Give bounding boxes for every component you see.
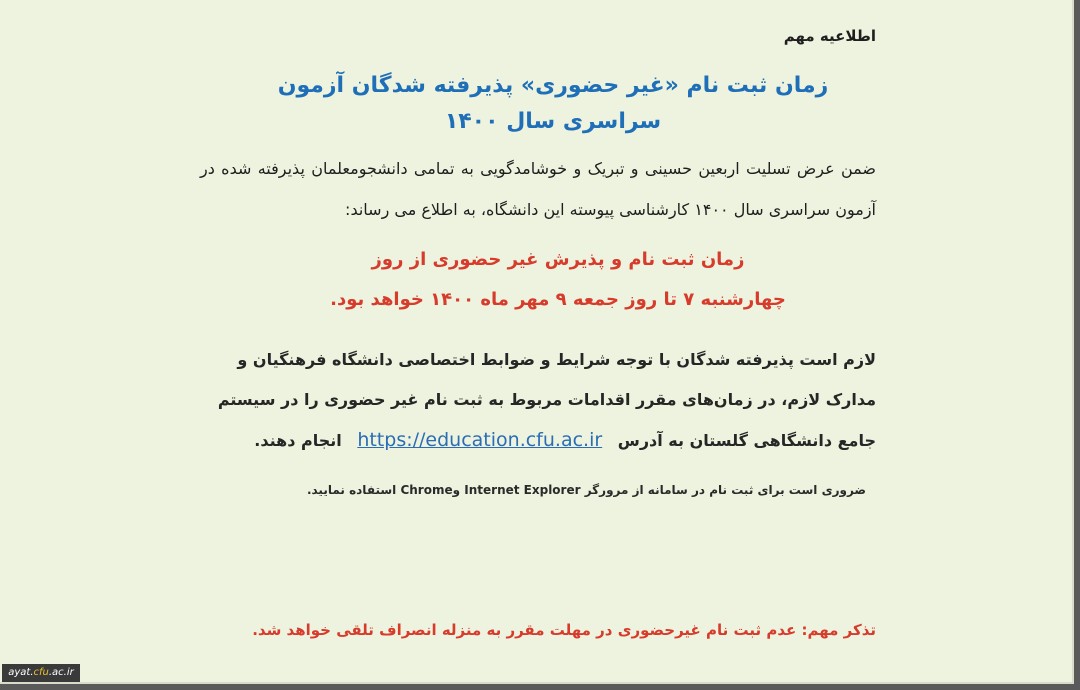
education-portal-link[interactable]: https://education.cfu.ac.ir bbox=[357, 429, 603, 451]
watermark-suffix: .ac.ir bbox=[48, 667, 74, 678]
schedule-line-1: زمان ثبت نام و پذیرش غیر حضوری از روز bbox=[371, 249, 745, 270]
frame-edge-right bbox=[1074, 0, 1080, 690]
important-warning: تذکر مهم: عدم ثبت نام غیرحضوری در مهلت مقرر به منزله انصراف تلقی خواهد شد. bbox=[252, 621, 876, 639]
browser-ie: Internet Explorer bbox=[464, 483, 581, 497]
instructions-text: لازم است پذیرفته شدگان با توجه شرایط و ضوابط اختصاصی دانشگاه فرهنگیان و مدارک لازم، در زمان‌های مقرر اقدامات مربوط به ثبت نام غیر حضوری را در سیستم جامع دانشگاهی گلستان به آدرس bbox=[217, 350, 876, 450]
frame-edge-bottom bbox=[0, 684, 1080, 690]
schedule-block bbox=[200, 240, 876, 320]
browser-and: و bbox=[452, 483, 461, 497]
announcement-headline: زمان ثبت نام «غیر حضوری» پذیرفته شدگان آزمون سراسری سال ۱۴۰۰ bbox=[277, 73, 829, 134]
browser-chrome: Chrome bbox=[400, 483, 453, 497]
intro-paragraph: ضمن عرض تسلیت اربعین حسینی و تبریک و خوشامدگویی به تمامی دانشجومعلمان پذیرفته شده در آزمون سراسری سال ۱۴۰۰ کارشناسی پیوسته این دانشگاه، به اطلاع می رساند: bbox=[200, 159, 876, 219]
notice-label: اطلاعیه مهم bbox=[783, 27, 876, 45]
watermark-prefix: ayat. bbox=[8, 667, 34, 678]
instructions-paragraph bbox=[200, 340, 876, 461]
instructions-end: انجام دهند. bbox=[254, 431, 342, 450]
watermark-accent: cfu bbox=[33, 667, 49, 678]
schedule-line-2: چهارشنبه ۷ تا روز جمعه ۹ مهر ماه ۱۴۰۰ خواهد بود. bbox=[330, 289, 786, 310]
browser-note-end: استفاده نمایید. bbox=[306, 483, 397, 497]
browser-note-start: ضروری است برای ثبت نام در سامانه از مرورگر bbox=[584, 483, 866, 497]
announcement-body bbox=[200, 18, 876, 505]
site-watermark bbox=[2, 664, 80, 682]
browser-note bbox=[200, 475, 866, 505]
